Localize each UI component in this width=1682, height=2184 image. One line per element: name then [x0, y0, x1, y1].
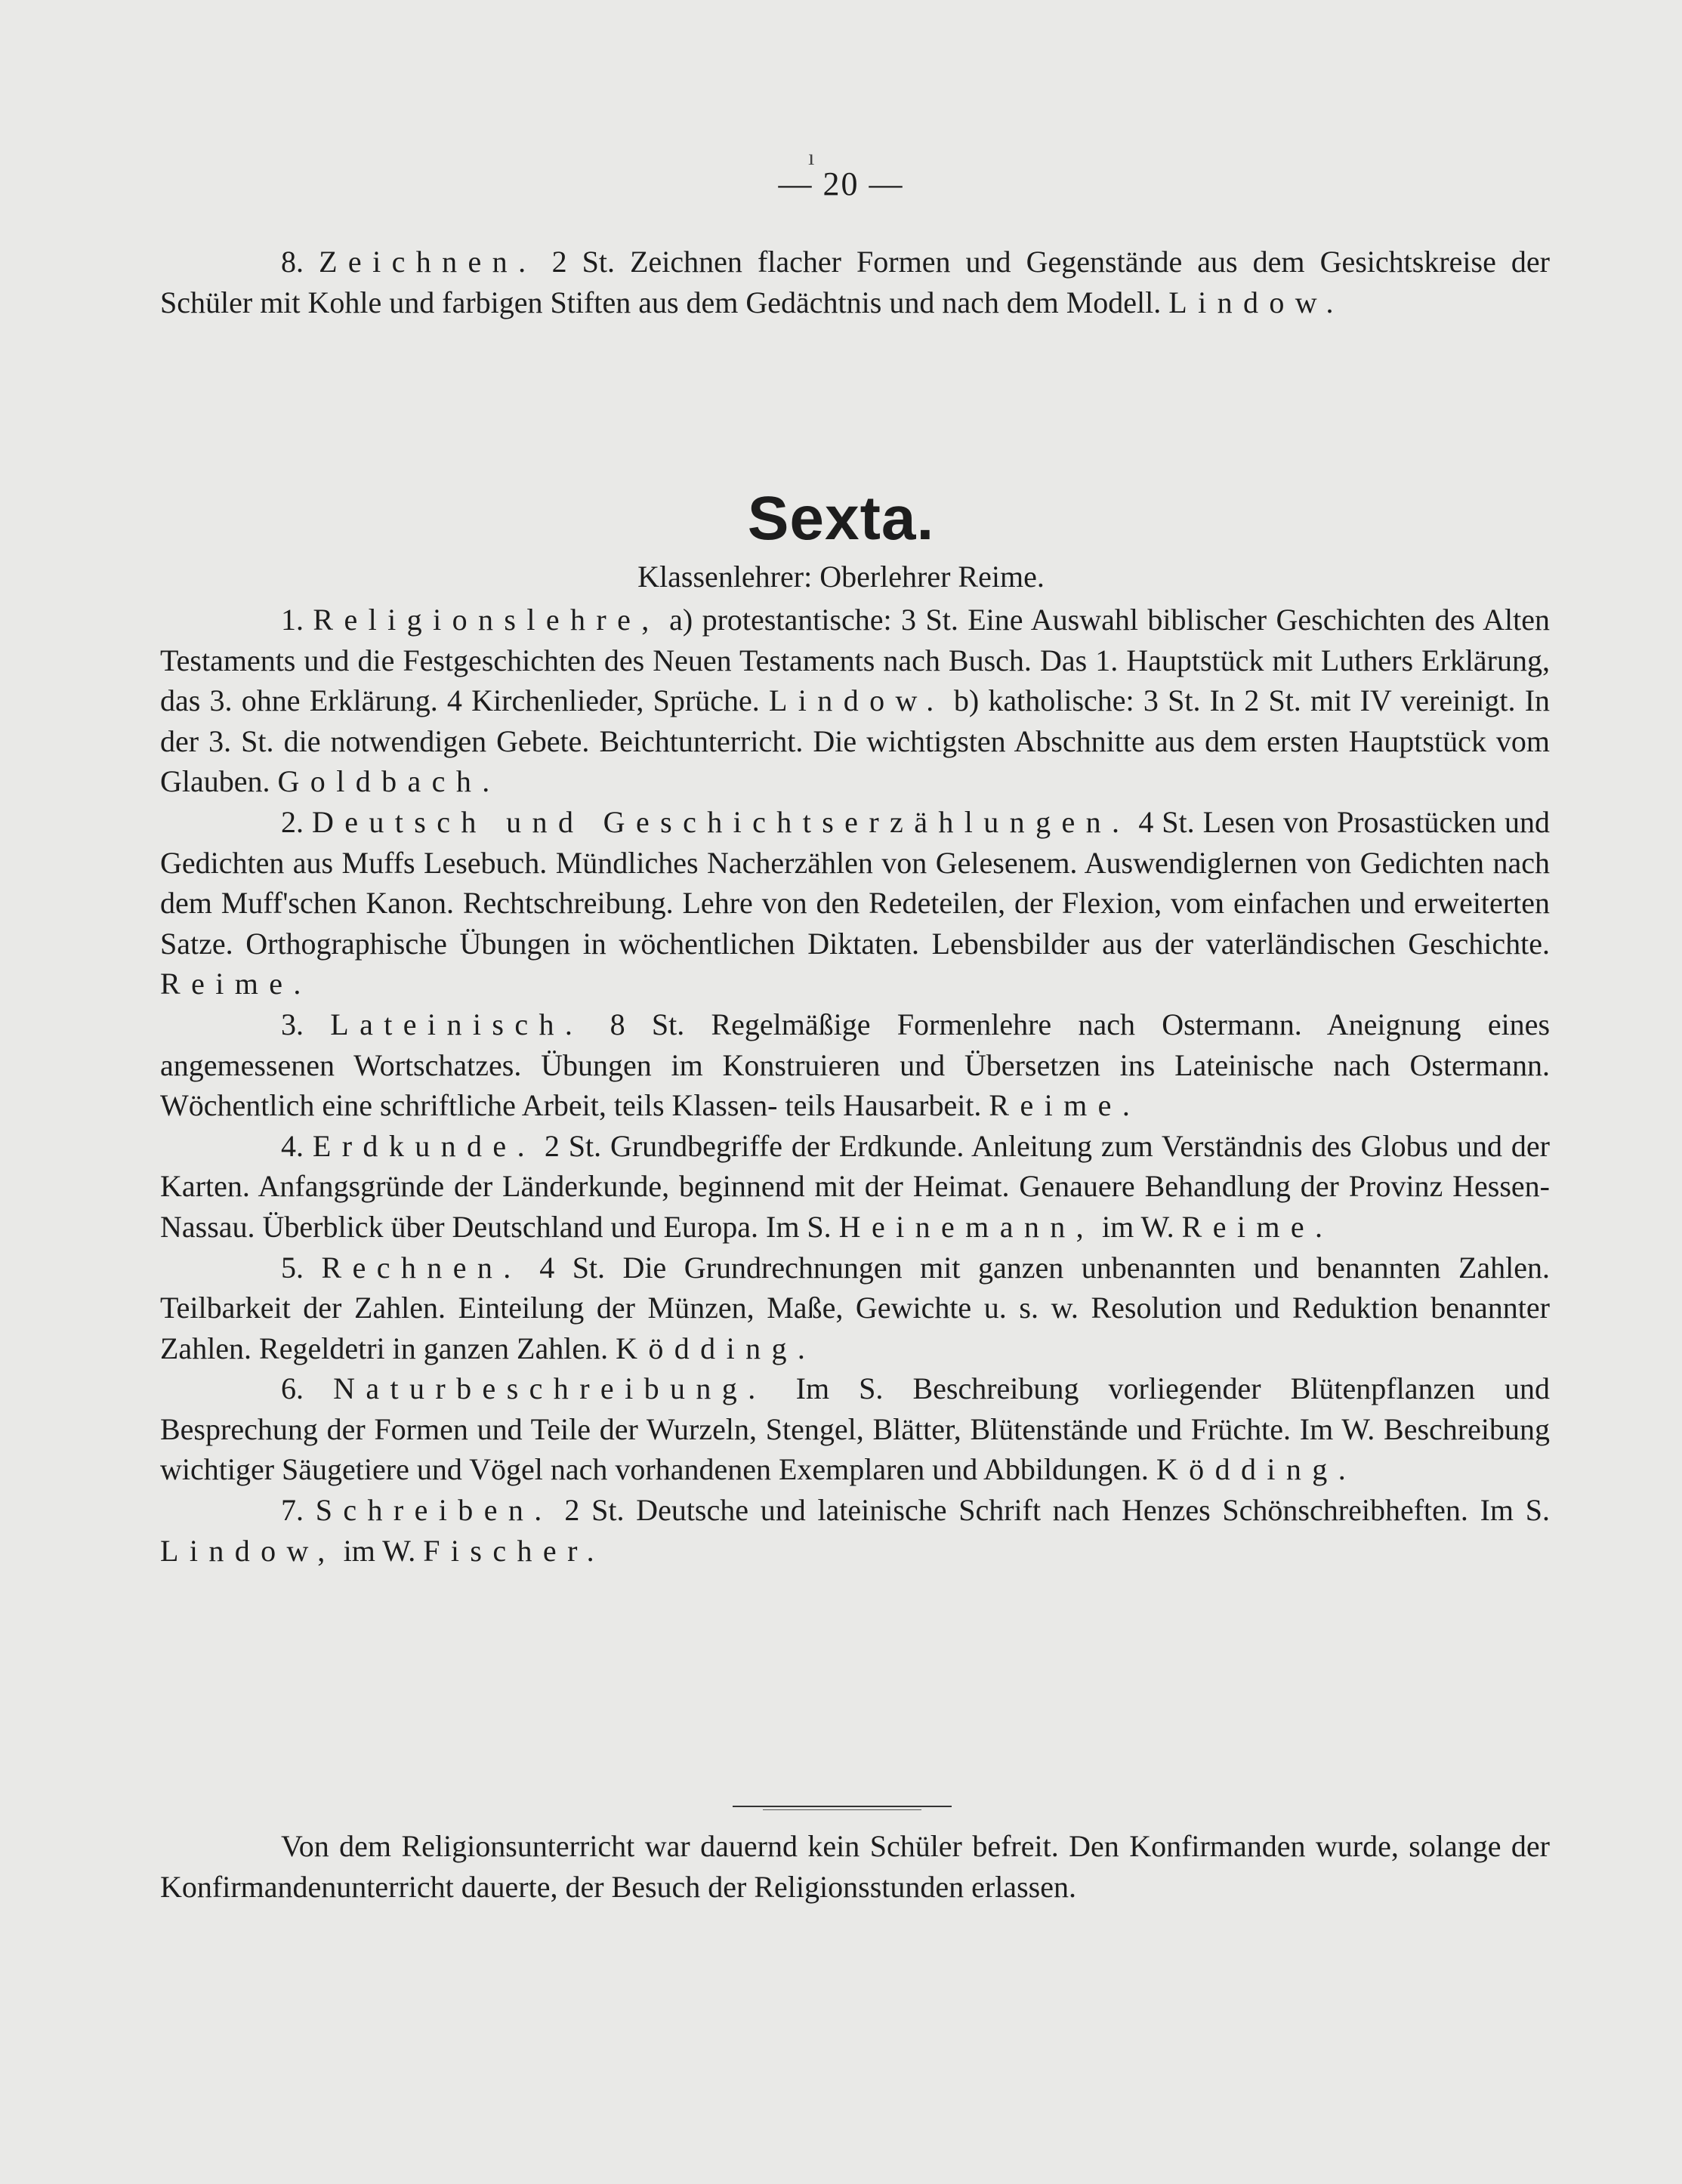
list-item: 5. Rechnen. 4 St. Die Grundrechnungen mit ganzen unbenannten und benannten Zahlen. Teilbarkeit der Zahlen. Einteilung der Münzen, Maße, Gewichte u. s. w. Resolution und Reduktion benannter Zahlen. Regeldetri in ganzen Zahlen. Ködding.: [160, 1250, 1551, 1365]
teacher-name: Lindow,: [160, 1533, 336, 1568]
ink-speck: ı: [808, 145, 815, 170]
subject-heading: Zeichnen.: [319, 245, 537, 279]
page-number: — 20 —: [778, 165, 904, 202]
teacher-name: Lindow.: [768, 683, 945, 718]
teacher-name: Ködding.: [616, 1331, 816, 1365]
subject-heading: Erdkunde.: [312, 1128, 535, 1163]
teacher-name: Ködding.: [1156, 1452, 1357, 1487]
subject-heading: Schreiben.: [315, 1493, 553, 1528]
subject-heading: Lateinisch.: [330, 1007, 584, 1041]
teacher-name: Lindow.: [1168, 285, 1344, 319]
paragraph-zeichnen: 8. Zeichnen. 2 St. Zeichnen flacher Formen und Gegenstände aus dem Gesichtskreise der Schüler mit Kohle und farbigen Stiften aus dem Gedächtnis und nach dem Modell. Lindow.: [160, 245, 1551, 319]
separator-rule-thin: [763, 1809, 921, 1810]
teacher-name: Heinemann,: [838, 1209, 1095, 1244]
subject-heading: Rechnen.: [321, 1250, 522, 1285]
teacher-name: Reime.: [989, 1088, 1141, 1123]
teacher-name: Reime.: [1181, 1209, 1334, 1244]
subject-heading: Naturbeschreibung.: [333, 1371, 767, 1406]
closing-paragraph: Von dem Religionsunterricht war dauernd kein Schüler befreit. Den Konfirmanden wurde, solange der Konfirmandenunterricht dauerte, der Besuch der Religionsstunden erlassen.: [160, 1829, 1550, 1904]
class-teacher-line: Klassenlehrer: Oberlehrer Reime.: [637, 560, 1045, 594]
separator-rule: [733, 1806, 952, 1807]
list-item: 3. Lateinisch. 8 St. Regelmäßige Formenlehre nach Ostermann. Aneignung eines angemessenen Wortschatzes. Übungen im Konstruieren und Übersetzen ins Lateinische nach Ostermann. Wöchentlich eine schriftliche Arbeit, teils Klassen- teils Hausarbeit. Reime.: [160, 1007, 1551, 1123]
list-item: 7. Schreiben. 2 St. Deutsche und lateinische Schrift nach Henzes Schönschreibheften. Im S. Lindow, im W. Fischer.: [160, 1493, 1550, 1568]
teacher-name: Goldbach.: [277, 764, 501, 799]
teacher-name: Fischer.: [423, 1533, 605, 1568]
teacher-name: Reime.: [160, 967, 312, 1001]
list-item: 6. Naturbeschreibung. Im S. Beschreibung vorliegender Blütenpflanzen und Besprechung der Formen und Teile der Wurzeln, Stengel, Blätter, Blütenstände und Früchte. Im W. Beschreibung wichtiger Säugetiere und Vögel nach vorhandenen Exemplaren und Abbildungen. Ködding.: [160, 1371, 1551, 1487]
subject-heading: Deutsch und Geschichtserzählungen.: [311, 804, 1131, 839]
list-item: 4. Erdkunde. 2 St. Grundbegriffe der Erdkunde. Anleitung zum Verständnis des Globus und der Karten. Anfangsgründe der Länderkunde, beginnend mit der Heimat. Genauere Behandlung der Provinz Hessen-Nassau. Überblick über Deutschland und Europa. Im S. Heinemann, im W. Reime.: [160, 1128, 1550, 1244]
section-zeichnen: [160, 242, 1550, 322]
list-item: 1. Religionslehre, a) protestantische: 3 St. Eine Auswahl biblischer Geschichten des Alten Testaments und die Festgeschichten des Neuen Testaments nach Busch. Das 1. Hauptstück mit Luthers Erklärung, das 3. ohne Erklärung. 4 Kirchenlieder, Sprüche. Lindow. b) katholische: 3 St. In 2 St. mit IV vereinigt. In der 3. St. die notwendigen Gebete. Beichtunterricht. Die wichtigsten Abschnitte aus dem ersten Hauptstück vom Glauben. Goldbach.: [160, 603, 1551, 799]
subject-heading: Religionslehre,: [313, 603, 660, 637]
section-title: Sexta.: [747, 484, 935, 553]
curriculum-list: [160, 600, 1550, 1571]
list-item: 2. Deutsch und Geschichtserzählungen. 4 St. Lesen von Prosastücken und Gedichten aus Muffs Lesebuch. Mündliches Nacherzählen von Gelesenem. Auswendiglernen von Gedichten nach dem Muff'schen Kanon. Rechtschreibung. Lehre von den Redeteilen, der Flexion, vom einfachen und erweiterten Satze. Orthographische Übungen in wöchentlichen Diktaten. Lebensbilder aus der vaterländischen Geschichte. Reime.: [160, 804, 1550, 1001]
closing-note: [160, 1826, 1550, 1907]
